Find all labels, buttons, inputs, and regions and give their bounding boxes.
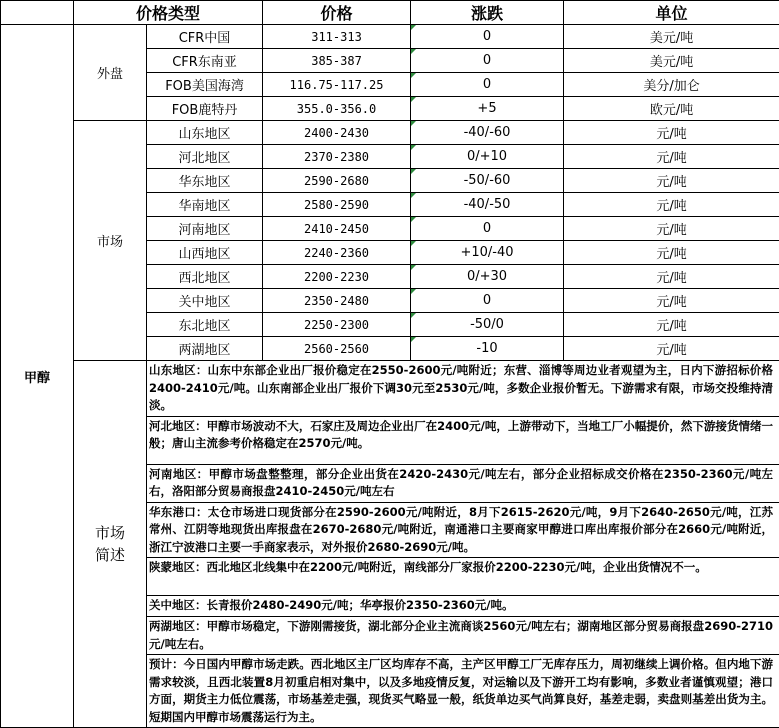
row-name: 山西地区 — [147, 241, 263, 265]
row-name: CFR东南亚 — [147, 49, 263, 73]
row-name: 关中地区 — [147, 289, 263, 313]
cell-marker-icon — [411, 73, 416, 78]
row-change — [411, 145, 564, 169]
row-unit: 美元/吨 — [564, 49, 779, 73]
row-change-value: 0 — [483, 29, 491, 44]
cell-marker-icon — [411, 289, 416, 294]
row-unit: 元/吨 — [564, 121, 779, 145]
row-change — [411, 121, 564, 145]
row-price: 2240-2360 — [263, 241, 411, 265]
header-price: 价格 — [263, 1, 411, 25]
group-summary-label — [74, 361, 147, 728]
row-unit: 元/吨 — [564, 265, 779, 289]
row-change — [411, 289, 564, 313]
row-unit: 元/吨 — [564, 145, 779, 169]
table-row — [1, 25, 779, 49]
summary-shandong: 山东地区：山东中东部企业出厂报价稳定在2550-2600元/吨附近；东营、淄博等周边业者观望为主，日内下游招标价格2400-2410元/吨。山东南部企业出厂报价下调30元至2530元/吨，多数企业报价暂无。下游需求有限，市场交投维持清淡。 — [147, 361, 779, 417]
group-summary-text: 市场简述 — [94, 522, 127, 566]
row-change — [411, 49, 564, 73]
row-name: 东北地区 — [147, 313, 263, 337]
summary-henan: 河南地区：甲醇市场盘整整理，部分企业出货在2420-2430元/吨左右，部分企业招标成交价格在2350-2360元/吨左右，洛阳部分贸易商报盘2410-2450元/吨左右 — [147, 464, 779, 502]
cell-marker-icon — [411, 337, 416, 342]
row-change-value: +5 — [477, 101, 496, 116]
row-change-value: 0 — [483, 77, 491, 92]
row-name: 河北地区 — [147, 145, 263, 169]
row-name: FOB美国海湾 — [147, 73, 263, 97]
header-change: 涨跌 — [411, 1, 564, 25]
row-price: 385-387 — [263, 49, 411, 73]
row-change-value: 0 — [483, 53, 491, 68]
summary-hebei: 河北地区：甲醇市场波动不大，石家庄及周边企业出厂在2400元/吨，上游带动下，当地工厂小幅提价，然下游接货情绪一般；唐山主流参考价格稳定在2570元/吨。 — [147, 416, 779, 464]
row-change — [411, 313, 564, 337]
row-unit: 元/吨 — [564, 217, 779, 241]
row-change-value: -10 — [476, 341, 497, 356]
row-change — [411, 337, 564, 361]
row-change — [411, 241, 564, 265]
row-change-value: -40/-60 — [464, 125, 511, 140]
row-unit: 元/吨 — [564, 241, 779, 265]
row-name: 华南地区 — [147, 193, 263, 217]
row-unit: 元/吨 — [564, 289, 779, 313]
row-price: 2560-2560 — [263, 337, 411, 361]
row-name: 西北地区 — [147, 265, 263, 289]
group-outer-label: 外盘 — [74, 25, 147, 121]
cell-marker-icon — [411, 265, 416, 270]
row-unit: 元/吨 — [564, 313, 779, 337]
row-change — [411, 217, 564, 241]
row-price: 311-313 — [263, 25, 411, 49]
row-change — [411, 97, 564, 121]
row-price: 2350-2480 — [263, 289, 411, 313]
header-unit: 单位 — [564, 1, 779, 25]
row-unit: 元/吨 — [564, 337, 779, 361]
row-change-value: -50/0 — [470, 317, 504, 332]
cell-marker-icon — [411, 217, 416, 222]
row-change — [411, 73, 564, 97]
row-unit: 欧元/吨 — [564, 97, 779, 121]
row-name: FOB鹿特丹 — [147, 97, 263, 121]
summary-lianghu: 两湖地区：甲醇市场稳定，下游刚需接货，湖北部分企业主流商谈2560元/吨左右；湖南地区部分贸易商报盘2690-2710元/吨左右。 — [147, 617, 779, 655]
header-row — [1, 1, 779, 25]
row-price: 116.75-117.25 — [263, 73, 411, 97]
row-change — [411, 193, 564, 217]
row-change-value: 0/+30 — [467, 269, 507, 284]
cell-marker-icon — [411, 145, 416, 150]
table-row — [1, 121, 779, 145]
row-unit: 元/吨 — [564, 193, 779, 217]
row-change-value: +10/-40 — [460, 245, 513, 260]
category-label: 甲醇 — [1, 25, 74, 728]
row-price: 2590-2680 — [263, 169, 411, 193]
cell-marker-icon — [411, 25, 416, 30]
row-price: 2410-2450 — [263, 217, 411, 241]
summary-row — [1, 361, 779, 417]
summary-shaanmeng: 陕蒙地区：西北地区北线集中在2200元/吨附近，南线部分厂家报价2200-2230元/吨，企业出货情况不一。 — [147, 558, 779, 596]
row-change-value: -50/-60 — [464, 173, 511, 188]
row-change-value: 0/+10 — [467, 149, 507, 164]
row-price: 2370-2380 — [263, 145, 411, 169]
header-blank — [1, 1, 74, 25]
row-name: 两湖地区 — [147, 337, 263, 361]
row-change — [411, 25, 564, 49]
cell-marker-icon — [411, 241, 416, 246]
row-change-value: -40/-50 — [464, 197, 511, 212]
cell-marker-icon — [411, 49, 416, 54]
row-price: 2200-2230 — [263, 265, 411, 289]
cell-marker-icon — [411, 193, 416, 198]
row-unit: 美元/吨 — [564, 25, 779, 49]
row-name: CFR中国 — [147, 25, 263, 49]
row-price: 2580-2590 — [263, 193, 411, 217]
group-market-label: 市场 — [74, 121, 147, 361]
row-change-value: 0 — [483, 221, 491, 236]
row-price: 2250-2300 — [263, 313, 411, 337]
summary-huadong: 华东港口：太仓市场进口现货部分在2590-2600元/吨附近，8月下2615-2620元/吨，9月下2640-2650元/吨，江苏常州、江阴等地现货出库报盘在2670-2680元/吨附近，南通港口主要商家甲醇进口库出库报价部分在2660元/吨附近，浙江宁波港口主要一手商家表示，对外报价2680-2690元/吨。 — [147, 502, 779, 558]
cell-marker-icon — [411, 121, 416, 126]
row-price: 355.0-356.0 — [263, 97, 411, 121]
row-unit: 元/吨 — [564, 169, 779, 193]
summary-guanzhong: 关中地区：长青报价2480-2490元/吨；华亭报价2350-2360元/吨。 — [147, 596, 779, 617]
row-change-value: 0 — [483, 293, 491, 308]
header-price-type: 价格类型 — [74, 1, 263, 25]
row-name: 河南地区 — [147, 217, 263, 241]
row-price: 2400-2430 — [263, 121, 411, 145]
row-name: 山东地区 — [147, 121, 263, 145]
summary-forecast: 预计：今日国内甲醇市场走跌。西北地区主厂区均库存不高，主产区甲醇工厂无库存压力，周初继续上调价格。但内地下游需求较淡，且西北装置8月初重启相对集中，以及多地疫情反复，对运输以及下游开工均有影响，多数业者谨慎观望；港口方面，期货主力低位震荡，市场基差走强，现货买气略显一般，纸货单边买气尚算良好，基差走弱，卖盘则基差出货为主。短期国内甲醇市场震荡运行为主。 — [147, 655, 779, 728]
cell-marker-icon — [411, 169, 416, 174]
row-change — [411, 265, 564, 289]
row-unit: 美分/加仑 — [564, 73, 779, 97]
row-name: 华东地区 — [147, 169, 263, 193]
cell-marker-icon — [411, 313, 416, 318]
cell-marker-icon — [411, 97, 416, 102]
row-change — [411, 169, 564, 193]
